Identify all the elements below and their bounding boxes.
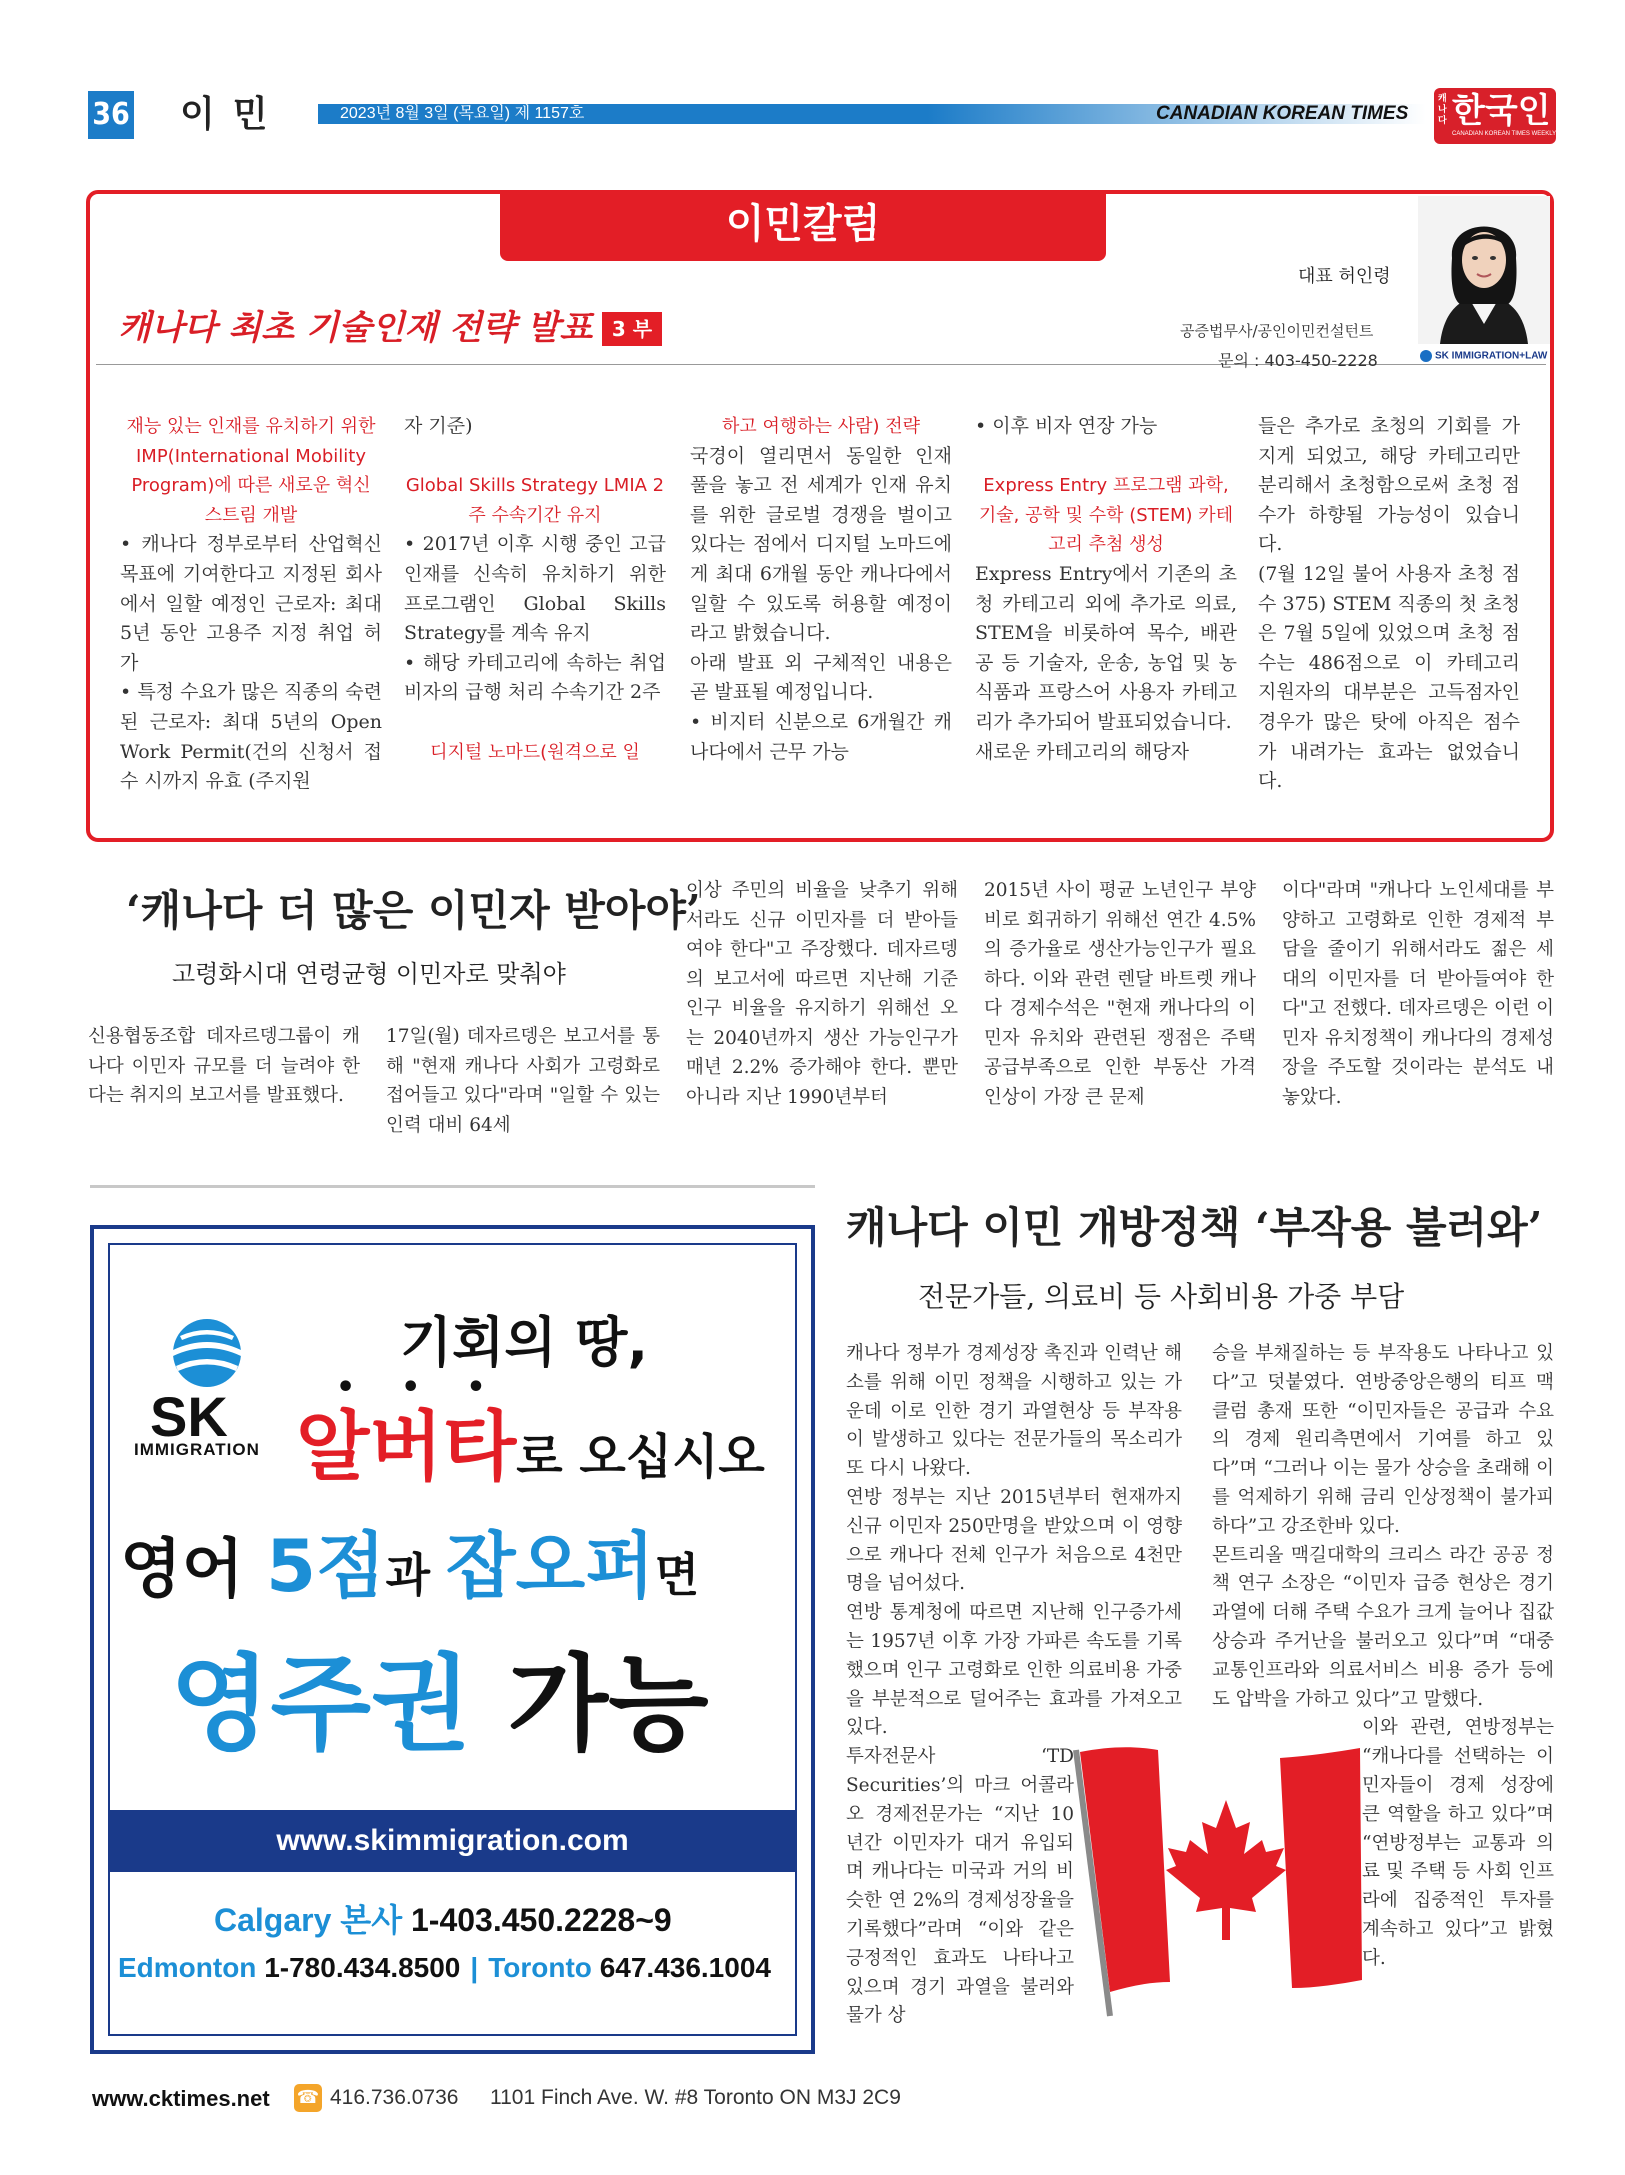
column-paragraph: 새로운 카테고리의 해당자 bbox=[975, 740, 1189, 763]
column-part-badge: 3 부 bbox=[602, 312, 662, 346]
column-paragraph: 들은 추가로 초청의 기회를 가지게 되었고, 해당 카테고리만 분리해서 초청함으로써 초청 점수가 하향될 가능성이 있습니다. bbox=[1258, 415, 1520, 556]
newspaper-logo[interactable] bbox=[1434, 88, 1556, 144]
column-paragraph: • 특정 수요가 많은 직종의 숙련된 근로자: 최대 5년의 Open Work Permit(건의 신청서 접수 시까지 유효 (주지원 bbox=[120, 681, 382, 793]
logo-side-text: 캐나다 bbox=[1438, 94, 1447, 126]
article-text: 2015년 사이 평균 노년인구 부양비로 회귀하기 위해선 연간 4.5%의 증가율로 생산가능인구가 필요하다. 이와 관련 렌달 바트렛 캐나다 경제수석은 "현재 캐나다의 이민자 유치와 관련된 쟁점은 주택 공급부족으로 인한 부동산 가격 인상이 가장 큰 문제 bbox=[984, 880, 1256, 1108]
article-text: 이상 주민의 비율을 낮추기 위해서라도 신규 이민자를 더 받아들여야 한다"고 주장했다. 데자르뎅의 보고서에 따르면 지난해 기준 인구 비율을 유지하기 위해선 오는 2040년까지 생산 가능인구가 매년 2.2% 증가해야 한다. 뿐만 아니라 지난 1990년부터 bbox=[686, 880, 958, 1108]
article-paragraph: 연방 통계청에 따르면 지난해 인구증가세는 1957년 이후 가장 가파른 속도를 기록했으며 인구 고령화로 인한 의료비용 가중을 부분적으로 덜어주는 효과를 가져오고 있다. bbox=[846, 1602, 1182, 1739]
logo-sub-text: CANADIAN KOREAN TIMES WEEKLY bbox=[1452, 131, 1557, 137]
page-number: 36 bbox=[88, 91, 134, 139]
column-paragraph: 아래 발표 외 구체적인 내용은 곧 발표될 예정입니다. bbox=[690, 651, 952, 704]
author-photo bbox=[1418, 196, 1550, 344]
ad-headline-4: 영주권 가능 bbox=[170, 1643, 709, 1765]
article-paragraph: 투자전문사 ‘TD Securities’의 마크 어콜라오 경제전문가는 “지난 10년간 이민자가 대거 유입되며 캐나다는 미국과 거의 비슷한 연 2%의 경제성장율을 기록했다”라며 “이와 같은 긍정적인 효과도 나타나고 있으며 경기 과열을 불러와 물가 상 bbox=[846, 1746, 1074, 2027]
article-paragraph: 캐나다 정부가 경제성장 촉진과 인력난 해소를 위해 이민 정책을 시행하고 있는 가운데 이로 인한 경기 과열현상 등 부작용이 발생하고 있다는 전문가들의 목소리가 또 다시 나왔다. bbox=[846, 1343, 1182, 1480]
canada-flag-image bbox=[1070, 1730, 1370, 2020]
ad-logo-immigration: IMMIGRATION bbox=[134, 1440, 260, 1459]
ad-headline-3: 영어 5점과 잡오퍼면 bbox=[120, 1524, 700, 1608]
column-text-col3 bbox=[690, 412, 952, 767]
article-paragraph: 승을 부채질하는 등 부작용도 나타나고 있다”고 덧붙였다. 연방중앙은행의 티프 맥클럼 총재 또한 “이민자들은 공급과 수요의 경제 원리측면에서 기여를 하고 있다”며 “그러나 이는 물가 상승을 초래해 이를 억제하기 위해 금리 인상정책이 불가피하다”고 강조한바 있다. bbox=[1212, 1343, 1554, 1537]
ad-headline-2: 알버타로 오십시오 bbox=[296, 1402, 765, 1491]
column-paragraph: • 해당 카테고리에 속하는 취업 비자의 급행 처리 수속기간 2주 bbox=[404, 651, 666, 704]
globe-icon bbox=[1420, 350, 1432, 362]
column-paragraph: • 캐나다 정부로부터 산업혁신 목표에 기여한다고 지정된 회사에서 일할 예정인 근로자: 최대 5년 동안 고용주 지정 취업 허가 bbox=[120, 533, 382, 674]
column-text-col4 bbox=[975, 412, 1237, 767]
column-subhead: Express Entry 프로그램 과학, 기술, 공학 및 수학 (STEM) 카테고리 추첨 생성 bbox=[978, 475, 1234, 556]
column-paragraph: (7월 12일 불어 사용자 초청 점수 375) STEM 직종의 첫 초청은 7월 5일에 있었으며 초청 점수는 486점으로 이 카테고리 지원자의 대부분은 고득점자인 경우가 많은 탓에 아직은 점수가 내려가는 효과는 없었습니다. bbox=[1258, 562, 1520, 793]
column-subhead: Global Skills Strategy LMIA 2주 수속기간 유지 bbox=[405, 475, 665, 526]
ad-headline-1: 기회의 땅, bbox=[400, 1311, 648, 1374]
article-subheadline: 전문가들, 의료비 등 사회비용 가중 부담 bbox=[918, 1280, 1405, 1313]
globe-icon bbox=[170, 1316, 244, 1390]
author-credential: 공증법무사/공인이민컨설턴트 bbox=[1180, 322, 1374, 340]
article-subheadline: 고령화시대 연령균형 이민자로 맞춰야 bbox=[172, 960, 566, 988]
ad-logo-sk: SK bbox=[150, 1385, 228, 1448]
issue-date: 2023년 8월 3일 (목요일) 제 1157호 bbox=[340, 105, 585, 122]
column-tab: 이민칼럼 bbox=[500, 191, 1106, 261]
author-title: 대표 허인령 bbox=[1298, 266, 1391, 287]
firm-logo: SK IMMIGRATION+LAW bbox=[1420, 350, 1547, 362]
publication-name: CANADIAN KOREAN TIMES bbox=[1156, 103, 1409, 124]
column-subhead: 재능 있는 인재를 유치하기 위한 IMP(International Mobility Program)에 따른 새로운 혁신 스트림 개발 bbox=[126, 416, 376, 526]
column-paragraph: 국경이 열리면서 동일한 인재 풀을 놓고 전 세계가 인재 유치를 위한 글로벌 경쟁을 벌이고 있다는 점에서 디지털 노마드에게 최대 6개월 동안 캐나다에서 일할 수 있도록 허용할 예정이라고 밝혔습니다. bbox=[690, 444, 952, 645]
section-title: 이민 bbox=[180, 94, 286, 135]
column-text-col5 bbox=[1258, 412, 1520, 797]
footer-website[interactable]: www.cktimes.net bbox=[92, 2086, 270, 2111]
footer-phone[interactable]: 416.736.0736 bbox=[330, 2086, 459, 2109]
column-paragraph: Express Entry에서 기존의 초청 카테고리 외에 추가로 의료, STEM을 비롯하여 목수, 배관공 등 기술자, 운송, 농업 및 농식품과 프랑스어 사용자 카테고리가 추가되어 발표되었습니다. bbox=[975, 562, 1237, 733]
section-divider bbox=[90, 1185, 815, 1188]
article-paragraph: 연방 정부는 지난 2015년부터 현재까지 신규 이민자 250만명을 받았으며 이 영향으로 캐나다 전체 인구가 처음으로 4천만명을 넘어섰다. bbox=[846, 1486, 1182, 1595]
column-text-col2 bbox=[404, 412, 666, 767]
column-paragraph: • 2017년 이후 시행 중인 고급 인재를 신속히 유치하기 위한 프로그램인 Global Skills Strategy를 계속 유지 bbox=[404, 533, 666, 645]
column-title: 캐나다 최초 기술인재 전략 발표 bbox=[118, 308, 593, 348]
article-headline[interactable]: 캐나다 이민 개방정책 ‘부작용 불러와’ bbox=[846, 1203, 1543, 1252]
contact-phone: 문의 : 403-450-2228 bbox=[1218, 351, 1378, 370]
article-text: 17일(월) 데자르뎅은 보고서를 통해 "현재 캐나다 사회가 고령화로 접어들고 있다"라며 "일할 수 있는 인력 대비 64세 bbox=[386, 1026, 660, 1136]
logo-main-text: 한국인 bbox=[1452, 91, 1551, 131]
column-text-col1 bbox=[120, 412, 382, 797]
article-text: 이다"라며 "캐나다 노인세대를 부양하고 고령화로 인한 경제적 부담을 줄이기 위해서라도 젊은 세대의 이민자를 더 받아들여야 한다"고 전했다. 데자르뎅은 이런 이민자 유치정책이 캐나다의 경제성장을 주도할 것이라는 분석도 내놓았다. bbox=[1282, 880, 1554, 1108]
emphasis-dots: ••• bbox=[336, 1370, 532, 1405]
phone-icon: ☎ bbox=[294, 2084, 322, 2112]
column-paragraph: 자 기준) bbox=[404, 415, 473, 437]
footer-address: 1101 Finch Ave. W. #8 Toronto ON M3J 2C9 bbox=[490, 2086, 901, 2109]
column-subhead: 하고 여행하는 사람) 전략 bbox=[721, 416, 921, 437]
article-paragraph: 이와 관련, 연방정부는 “캐나다를 선택하는 이민자들이 경제 성장에 큰 역할을 하고 있다”며 “연방정부는 교통과 의료 및 주택 등 사회 인프라에 집중적인 투자를 계속하고 있다”고 밝혔다. bbox=[1362, 1717, 1554, 1969]
article-paragraph: 몬트리올 맥길대학의 크리스 라간 공공 정책 연구 소장은 “이민자 급증 현상은 경기 과열에 더해 주택 수요가 크게 늘어나 집값 상승과 주거난을 불러오고 있다”며 “대중 교통인프라와 의료서비스 비용 증가 등에도 압박을 가하고 있다”고 말했다. bbox=[1212, 1544, 1554, 1710]
article-text: 신용협동조합 데자르뎅그룹이 캐나다 이민자 규모를 더 늘려야 한다는 취지의 보고서를 발표했다. bbox=[88, 1026, 360, 1106]
ad-website-link[interactable]: www.skimmigration.com bbox=[108, 1810, 797, 1872]
column-paragraph: • 이후 비자 연장 가능 bbox=[975, 415, 1158, 437]
column-subhead: 디지털 노마드(원격으로 일 bbox=[430, 741, 640, 763]
ad-calgary-contact[interactable]: Calgary 본사 1-403.450.2228~9 bbox=[214, 1902, 672, 1938]
ad-branch-contacts[interactable]: Edmonton 1-780.434.8500 | Toronto 647.436.1004 bbox=[118, 1952, 771, 1983]
column-paragraph: • 비지터 신분으로 6개월간 캐나다에서 근무 가능 bbox=[690, 710, 952, 763]
article-headline[interactable]: ‘캐나다 더 많은 이민자 받아야’ bbox=[126, 886, 701, 935]
